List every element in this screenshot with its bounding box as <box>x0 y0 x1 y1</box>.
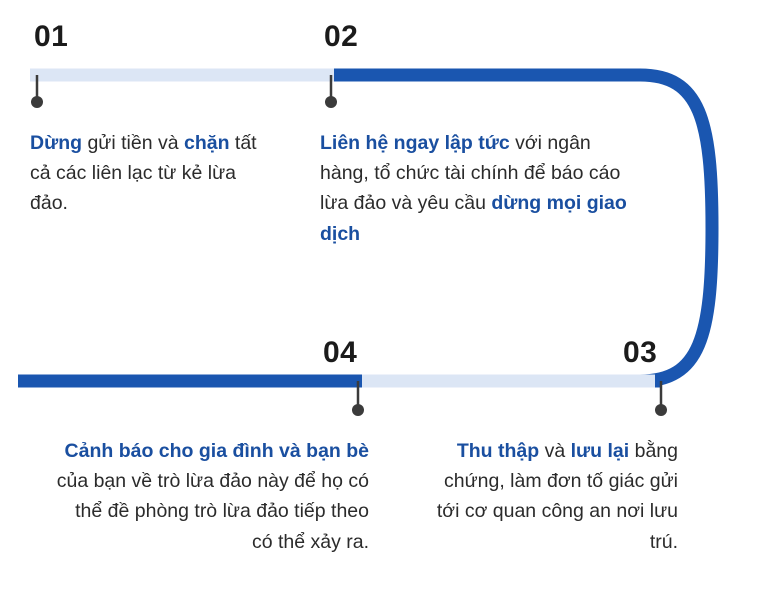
step-number-02: 02 <box>324 20 359 53</box>
marker-dot-02 <box>325 96 337 108</box>
step-text-01: Dừng gửi tiền và chặn tất cả các liên lạc từ kẻ lừa đảo. <box>30 132 257 215</box>
step-text-03: Thu thập và lưu lại bằng chứng, làm đơn tố giác gửi tới cơ quan công an nơi lưu trú. <box>436 440 678 553</box>
step-number-01: 01 <box>34 20 69 53</box>
step-number-04: 04 <box>323 336 358 369</box>
marker-dot-03 <box>655 404 667 416</box>
step-number-03: 03 <box>623 336 658 369</box>
step-text-04: Cảnh báo cho gia đình và bạn bè của bạn về trò lừa đảo này để họ có thể đề phòng trò lừa đảo tiếp theo có thể xảy ra. <box>56 440 369 553</box>
step-text-02: Liên hệ ngay lập tức với ngân hàng, tổ chức tài chính để báo cáo lừa đảo và yêu cầu dừng mọi giao dịch <box>320 132 627 245</box>
marker-dot-04 <box>352 404 364 416</box>
marker-dot-01 <box>31 96 43 108</box>
